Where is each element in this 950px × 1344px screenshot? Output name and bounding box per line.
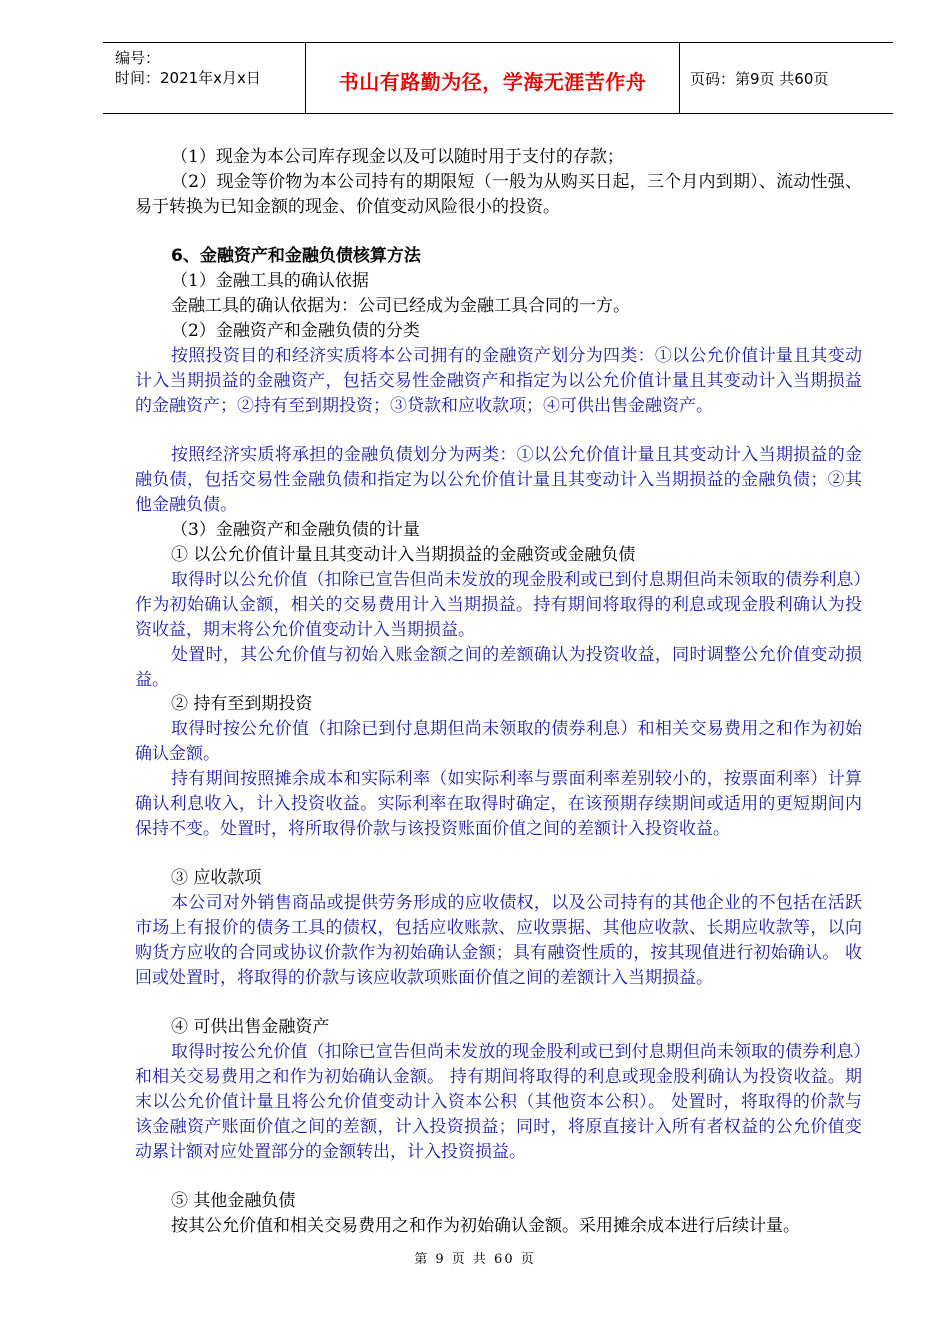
paragraph-htm-holding: 持有期间按照摊余成本和实际利率（如实际利率与票面利率差别较小的，按票面利率）计算确认利息收入，计入投资收益。实际利率在取得时确定，在该预期存续期间或适用的更短期间内保持不变。处置时，将所取得价款与该投资账面价值之间的差额计入投资收益。 xyxy=(135,769,862,839)
page-header xyxy=(103,42,893,114)
section-heading-financial-instruments: 6、金融资产和金融负债核算方法 xyxy=(171,246,421,266)
paragraph-fvtpl-acquisition: 取得时以公允价值（扣除已宣告但尚未发放的现金股利或已到付息期但尚未领取的债券利息）作为初始确认金额，相关的交易费用计入当期损益。持有期间将取得的利息或现金股利确认为投资收益，期末将公允价值变动计入当期损益。 xyxy=(135,570,862,640)
item-heading-fvtpl: ① 以公允价值计量且其变动计入当期损益的金融资或金融负债 xyxy=(171,545,636,565)
document-date-label: 时间：2021年x月x日 xyxy=(115,69,261,87)
document-number-label: 编号： xyxy=(115,49,161,67)
subheading-recognition-basis: （1）金融工具的确认依据 xyxy=(171,271,369,291)
paragraph-available-for-sale: 取得时按公允价值（扣除已宣告但尚未发放的现金股利或已到付息期但尚未领取的债券利息）和相关交易费用之和作为初始确认金额。 持有期间将取得的利息或现金股利确认为投资收益。期末以公允价值计量且将公允价值变动计入资本公积（其他资本公积）。 处置时，将取得的价款与该金融资产账面价值之间的差额，计入投资损益；同时，将原直接计入所有者权益的公允价值变动累计额对应处置部分的金额转出，计入投资损益。 xyxy=(135,1042,862,1162)
header-motto-cell xyxy=(306,43,680,113)
subheading-measurement: （3）金融资产和金融负债的计量 xyxy=(171,520,420,540)
paragraph-other-liabilities: 按其公允价值和相关交易费用之和作为初始确认金额。采用摊余成本进行后续计量。 xyxy=(171,1216,800,1236)
item-heading-held-to-maturity: ② 持有至到期投资 xyxy=(171,694,313,714)
paragraph-fvtpl-disposal: 处置时，其公允价值与初始入账金额之间的差额确认为投资收益，同时调整公允价值变动损益。 xyxy=(135,645,862,690)
item-heading-available-for-sale: ④ 可供出售金融资产 xyxy=(171,1017,330,1037)
header-page-cell xyxy=(680,43,893,113)
paragraph-cash-equivalents: （2）现金等价物为本公司持有的期限短（一般为从购买日起，三个月内到期）、流动性强、易于转换为已知金额的现金、价值变动风险很小的投资。 xyxy=(135,172,862,217)
item-heading-other-liabilities: ⑤ 其他金融负债 xyxy=(171,1191,296,1211)
page-footer: 第 9 页 共 60 页 xyxy=(414,1252,536,1267)
header-page-number: 页码：第9页 共60页 xyxy=(690,70,829,88)
paragraph-liability-classification: 按照经济实质将承担的金融负债划分为两类：①以公允价值计量且其变动计入当期损益的金融负债，包括交易性金融负债和指定为以公允价值计量且其变动计入当期损益的金融负债；②其他金融负债。 xyxy=(135,445,862,515)
paragraph-htm-acquisition: 取得时按公允价值（扣除已到付息期但尚未领取的债券利息）和相关交易费用之和作为初始确认金额。 xyxy=(135,719,862,764)
header-meta-cell xyxy=(103,43,306,113)
paragraph-receivables: 本公司对外销售商品或提供劳务形成的应收债权，以及公司持有的其他企业的不包括在活跃市场上有报价的债务工具的债权，包括应收账款、应收票据、其他应收款、长期应收款等，以向购货方应收的合同或协议价款作为初始确认金额；具有融资性质的，按其现值进行初始确认。 收回或处置时，将取得的价款与该应收款项账面价值之间的差额计入当期损益。 xyxy=(135,893,862,988)
paragraph-cash: （1）现金为本公司库存现金以及可以随时用于支付的存款； xyxy=(171,147,624,167)
header-motto: 书山有路勤为径，学海无涯苦作舟 xyxy=(338,70,647,94)
paragraph-asset-classification: 按照投资目的和经济实质将本公司拥有的金融资产划分为四类：①以公允价值计量且其变动计入当期损益的金融资产，包括交易性金融资产和指定为以公允价值计量且其变动计入当期损益的金融资产；②持有至到期投资；③贷款和应收款项；④可供出售金融资产。 xyxy=(135,346,862,416)
paragraph-recognition-basis: 金融工具的确认依据为：公司已经成为金融工具合同的一方。 xyxy=(171,296,630,316)
item-heading-receivables: ③ 应收款项 xyxy=(171,868,262,888)
subheading-classification: （2）金融资产和金融负债的分类 xyxy=(171,321,420,341)
